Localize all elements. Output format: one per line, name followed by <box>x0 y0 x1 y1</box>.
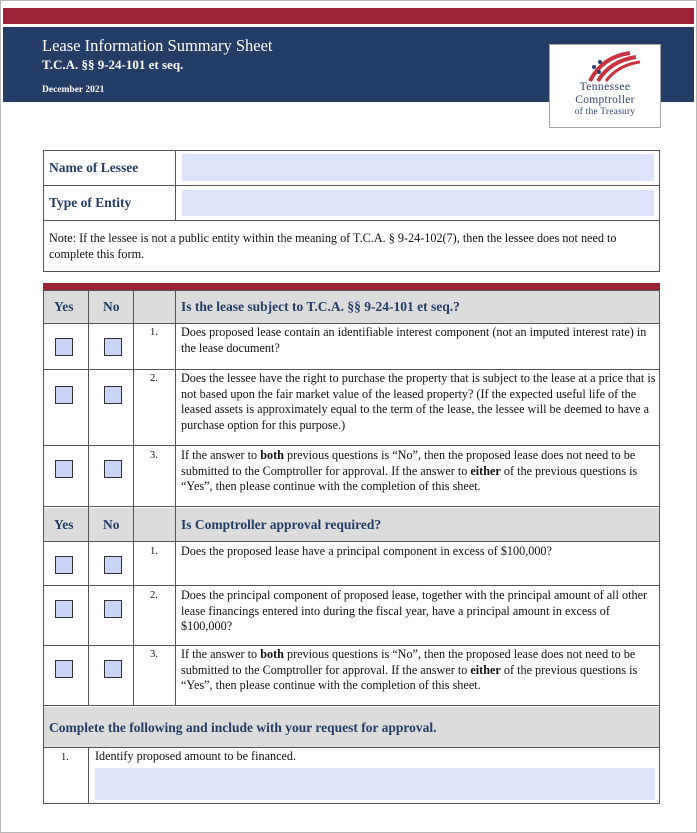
s1-question-2: Does the lessee have the right to purchase the property that is subject to the lease at a price that is not based upon the fair market value of the leased property? (If the expected useful life of the leased assets is approximately equal to the term of the lease, the lessee will be deemed to have a purchase option for this purpose.) <box>181 371 656 432</box>
no-column-header: No <box>103 517 120 532</box>
entity-type-label: Type of Entity <box>49 195 132 210</box>
s1-q1-yes-checkbox[interactable] <box>55 338 73 356</box>
question-number: 3. <box>150 450 158 461</box>
document-title: Lease Information Summary Sheet <box>42 36 273 55</box>
divider <box>88 290 89 507</box>
divider <box>43 445 660 446</box>
yes-column-header: Yes <box>54 299 74 314</box>
entity-type-input[interactable] <box>182 190 654 216</box>
divider <box>175 290 176 507</box>
divider <box>43 541 660 542</box>
divider <box>43 645 660 646</box>
s1-q2-no-checkbox[interactable] <box>104 386 122 404</box>
s1-q3-no-checkbox[interactable] <box>104 460 122 478</box>
top-accent-bar <box>3 8 694 24</box>
comptroller-logo <box>549 44 661 128</box>
s2-question-3: If the answer to both previous questions is “No”, then the proposed lease does not need to be submitted to the Comptroller for approval. If the answer to either of the previous questions is “Yes”, then please continue with the completion of this sheet. <box>181 647 638 692</box>
amount-financed-label: Identify proposed amount to be financed. <box>95 749 297 763</box>
divider <box>43 220 660 221</box>
divider <box>133 507 134 706</box>
question-number: 1. <box>150 327 158 338</box>
s2-q3-no-checkbox[interactable] <box>104 660 122 678</box>
section1-accent-bar <box>43 283 660 290</box>
yes-column-header: Yes <box>54 517 74 532</box>
divider <box>43 369 660 370</box>
divider <box>175 507 176 706</box>
divider <box>43 185 660 186</box>
s1-q1-no-checkbox[interactable] <box>104 338 122 356</box>
note-text: Note: If the lessee is not a public entity within the meaning of T.C.A. § 9-24-102(7), then the lessee does not need to complete this form. <box>49 231 617 261</box>
divider <box>43 323 660 324</box>
s2-q3-yes-checkbox[interactable] <box>55 660 73 678</box>
logo-line-3: of the Treasury <box>574 107 636 117</box>
lessee-name-label: Name of Lessee <box>49 160 139 175</box>
no-column-header: No <box>103 299 120 314</box>
logo-line-1: Tennessee <box>579 81 631 93</box>
divider <box>88 747 89 804</box>
section3-heading: Complete the following and include with your request for approval. <box>49 720 437 735</box>
s2-question-2: Does the principal component of proposed lease, together with the principal amount of all other lease financings entered into during the fiscal year, have a principal amount in excess of $100,000? <box>181 588 648 633</box>
question-number: 2. <box>150 373 158 384</box>
s1-question-1: Does proposed lease contain an identifiable interest component (not an imputed interest rate) in the lease document? <box>181 325 647 355</box>
question-number: 1. <box>150 546 158 557</box>
question-number: 3. <box>150 649 158 660</box>
s2-q1-yes-checkbox[interactable] <box>55 556 73 574</box>
s1-q3-yes-checkbox[interactable] <box>55 460 73 478</box>
divider <box>133 290 134 507</box>
divider <box>43 585 660 586</box>
s1-q2-yes-checkbox[interactable] <box>55 386 73 404</box>
s2-q1-no-checkbox[interactable] <box>104 556 122 574</box>
question-number: 2. <box>150 590 158 601</box>
amount-financed-input[interactable] <box>95 768 655 800</box>
logo-line-2: Comptroller <box>575 94 635 106</box>
s2-question-1: Does the proposed lease have a principal component in excess of $100,000? <box>181 544 552 558</box>
lessee-name-input[interactable] <box>182 154 654 181</box>
s2-q2-yes-checkbox[interactable] <box>55 600 73 618</box>
document-date: December 2021 <box>42 85 105 95</box>
divider <box>43 747 660 748</box>
section1-heading: Is the lease subject to T.C.A. §§ 9-24-101 et seq.? <box>181 299 460 314</box>
divider <box>88 507 89 706</box>
s1-question-3: If the answer to both previous questions is “No”, then the proposed lease does not need to be submitted to the Comptroller for approval. If the answer to either of the previous questions is “Yes”, then please continue with the completion of this sheet. <box>181 448 638 493</box>
statute-reference: T.C.A. §§ 9-24-101 et seq. <box>42 57 184 72</box>
s2-q2-no-checkbox[interactable] <box>104 600 122 618</box>
item-number: 1. <box>61 752 69 763</box>
section2-heading: Is Comptroller approval required? <box>181 517 382 532</box>
